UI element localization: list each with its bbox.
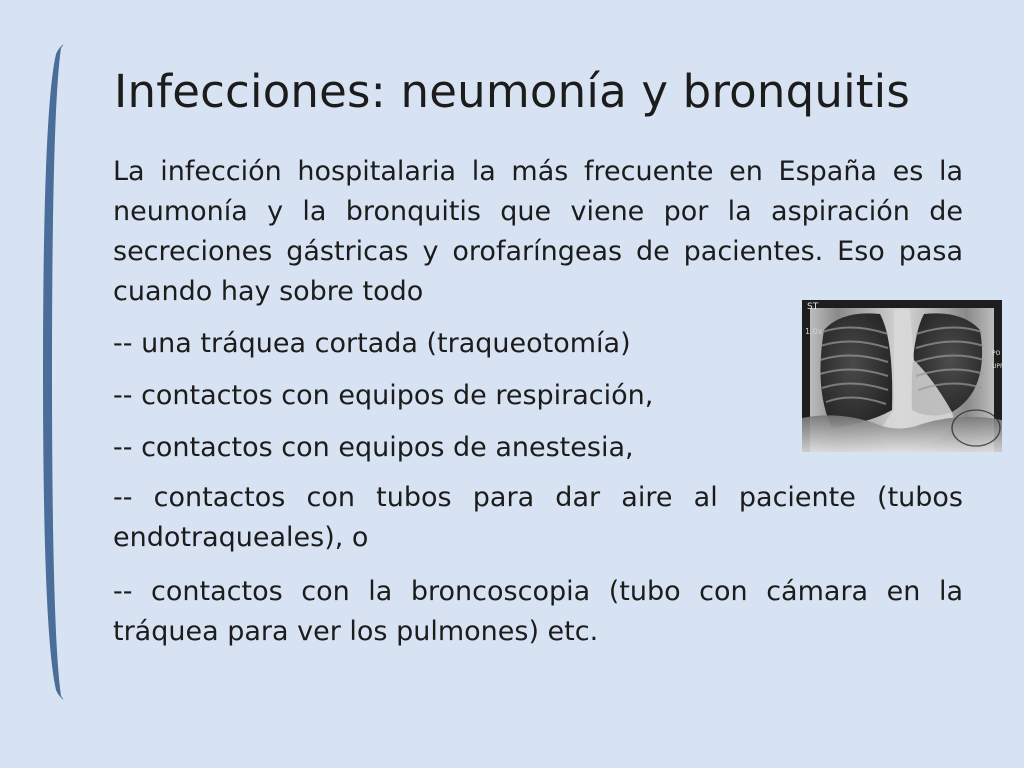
bullet-item: -- contactos con equipos de respiración,: [113, 380, 654, 411]
bullet-item: -- contactos con tubos para dar aire al paciente (tubos endotraqueales), o: [113, 482, 963, 553]
chest-xray-image: [802, 300, 1005, 452]
chest-xray-graphic: [802, 300, 1005, 452]
bullet-item: -- contactos con equipos de anestesia,: [113, 432, 634, 463]
xray-label-top: ST: [807, 302, 819, 312]
slide-title: Infecciones: neumonía y bronquitis: [114, 65, 910, 118]
bullet-item: -- contactos con la broncoscopia (tubo con cámara en la tráquea para ver los pulmones) etc.: [113, 576, 963, 647]
svg-text:UPR: UPR: [992, 363, 1005, 370]
intro-paragraph: La infección hospitalaria la más frecuente en España es la neumonía y la bronquitis que viene por la aspiración de secreciones gástricas y orofaríngeas de pacientes. Eso pasa cuando hay sobre todo: [113, 156, 963, 307]
svg-text:PO: PO: [992, 350, 1001, 357]
bullet-item: -- una tráquea cortada (traqueotomía): [113, 328, 631, 359]
xray-label-zoom: 1.0x: [805, 327, 823, 336]
left-bracket-decoration: [34, 40, 74, 704]
